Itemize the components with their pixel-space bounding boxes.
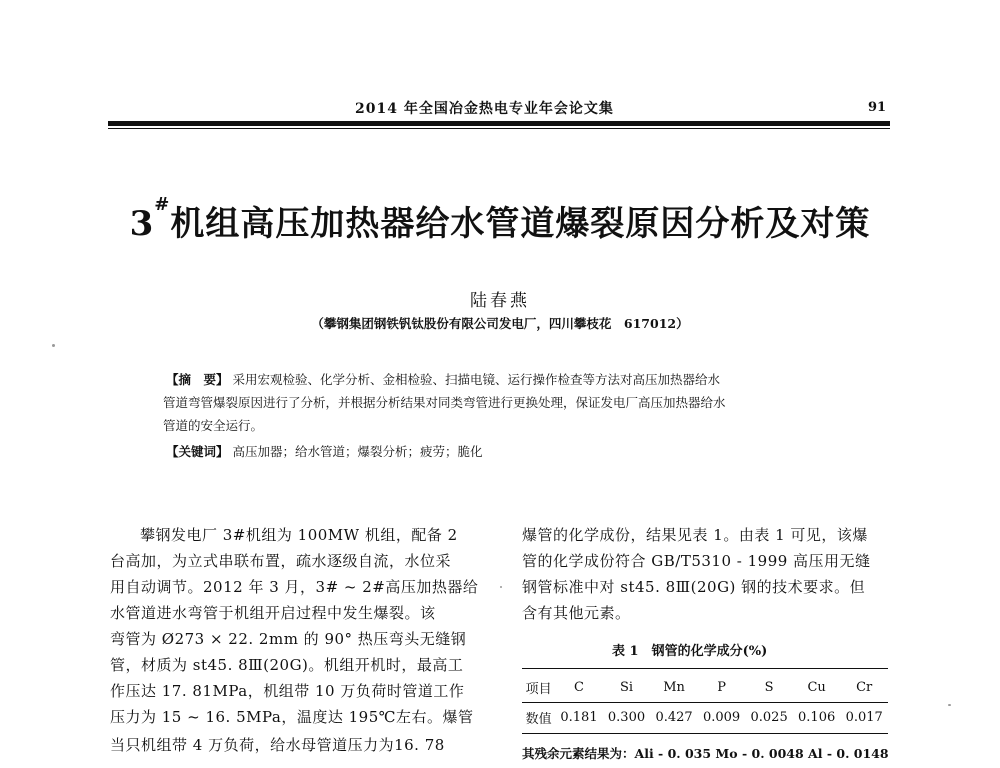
- author-name: 陆春燕: [470, 291, 530, 311]
- right-para-line: 钢管标准中对 st45. 8Ⅲ(20G) 钢的技术要求。但: [522, 578, 866, 596]
- table-header-cell: Cr: [856, 679, 873, 695]
- keywords-label: 【关键词】: [166, 444, 229, 459]
- scan-speck: [52, 344, 55, 347]
- table-bottom-rule: [522, 733, 888, 734]
- table-row: [522, 702, 888, 732]
- table-header-cell: Si: [619, 679, 634, 695]
- table-cell: 数值: [525, 711, 552, 727]
- abstract-line-1: [166, 371, 720, 389]
- right-para-line: 管的化学成份符合 GB/T5310 - 1999 高压用无缝: [522, 552, 871, 570]
- table-header-cell: Cu: [807, 679, 826, 695]
- header-rule-thick: [108, 121, 890, 126]
- table-header-cell: Mn: [663, 679, 685, 695]
- left-para-line: 作压达 17. 81MPa，机组带 10 万负荷时管道工作: [110, 682, 465, 700]
- residual-elements-note: 其残余元素结果为：Ali - 0. 035 Mo - 0. 0048 Al - 0. 0148: [522, 746, 889, 761]
- title-unit: 3: [129, 204, 155, 244]
- scan-speck: [500, 586, 502, 588]
- keywords-line: [166, 443, 483, 461]
- table-cell: 0.009: [702, 709, 741, 725]
- table-header-cell: C: [574, 679, 584, 695]
- left-para-line: 用自动调节。2012 年 3 月，3# ~ 2#高压加热器给: [110, 578, 479, 596]
- right-para-line: 爆管的化学成份，结果见表 1。由表 1 可见，该爆: [522, 526, 868, 544]
- table-top-rule: [522, 668, 888, 669]
- table-cell: 0.181: [560, 709, 598, 725]
- abstract-line-3: 管道的安全运行。: [163, 418, 264, 433]
- table-mid-rule: [522, 702, 888, 703]
- header-rule-thin: [108, 128, 890, 129]
- title-text: 机组高压加热器给水管道爆裂原因分析及对策: [170, 204, 871, 244]
- table-header-cell: S: [764, 679, 774, 695]
- table-caption: 表 1 钢管的化学成分(%): [612, 644, 768, 659]
- left-para-line: 压力为 15 ~ 16. 5MPa，温度达 195℃左右。爆管: [110, 708, 474, 726]
- left-para-line: 管，材质为 st45. 8Ⅲ(20G)。机组开机时，最高工: [110, 656, 464, 674]
- abstract-label: 【摘 要】: [166, 372, 229, 387]
- title-unit-mark: #: [154, 194, 171, 215]
- running-header-title: 2014 年全国冶金热电专业年会论文集: [355, 101, 614, 117]
- scan-speck: [948, 704, 951, 706]
- table-header-cell: P: [717, 679, 726, 695]
- table-header-row: [522, 672, 888, 702]
- table-cell: 0.017: [845, 709, 883, 725]
- left-para-line: 弯管为 Ø273 × 22. 2mm 的 90° 热压弯头无缝钢: [110, 630, 467, 648]
- left-para-line: 攀钢发电厂 3#机组为 100MW 机组，配备 2: [140, 526, 458, 544]
- left-para-line: 台高加，为立式串联布置，疏水逐级自流，水位采: [110, 552, 452, 570]
- left-para-line: 水管道进水弯管于机组开启过程中发生爆裂。该: [110, 604, 436, 622]
- page-number: 91: [868, 100, 887, 115]
- abstract-line-2: 管道弯管爆裂原因进行了分析，并根据分析结果对同类弯管进行更换处理，保证发电厂高压加热器给水: [163, 395, 726, 410]
- left-para-line: 当只机组带 4 万负荷，给水母管道压力为16. 78: [110, 736, 445, 754]
- author-affiliation: （攀钢集团钢铁钒钛股份有限公司发电厂，四川攀枝花 617012）: [311, 316, 689, 331]
- table-header-cell: 项目: [525, 681, 552, 697]
- table-cell: 0.300: [607, 709, 646, 725]
- abstract-text-1: 采用宏观检验、化学分析、金相检验、扫描电镜、运行操作检查等方法对高压加热器给水: [232, 372, 721, 387]
- table-cell: 0.106: [798, 709, 836, 725]
- table-cell: 0.427: [655, 709, 693, 725]
- table-cell: 0.025: [750, 709, 788, 725]
- keywords-text: 高压加器；给水管道；爆裂分析；疲劳；脆化: [232, 444, 483, 459]
- right-para-line: 含有其他元素。: [522, 604, 631, 622]
- paper-title: [0, 196, 1000, 245]
